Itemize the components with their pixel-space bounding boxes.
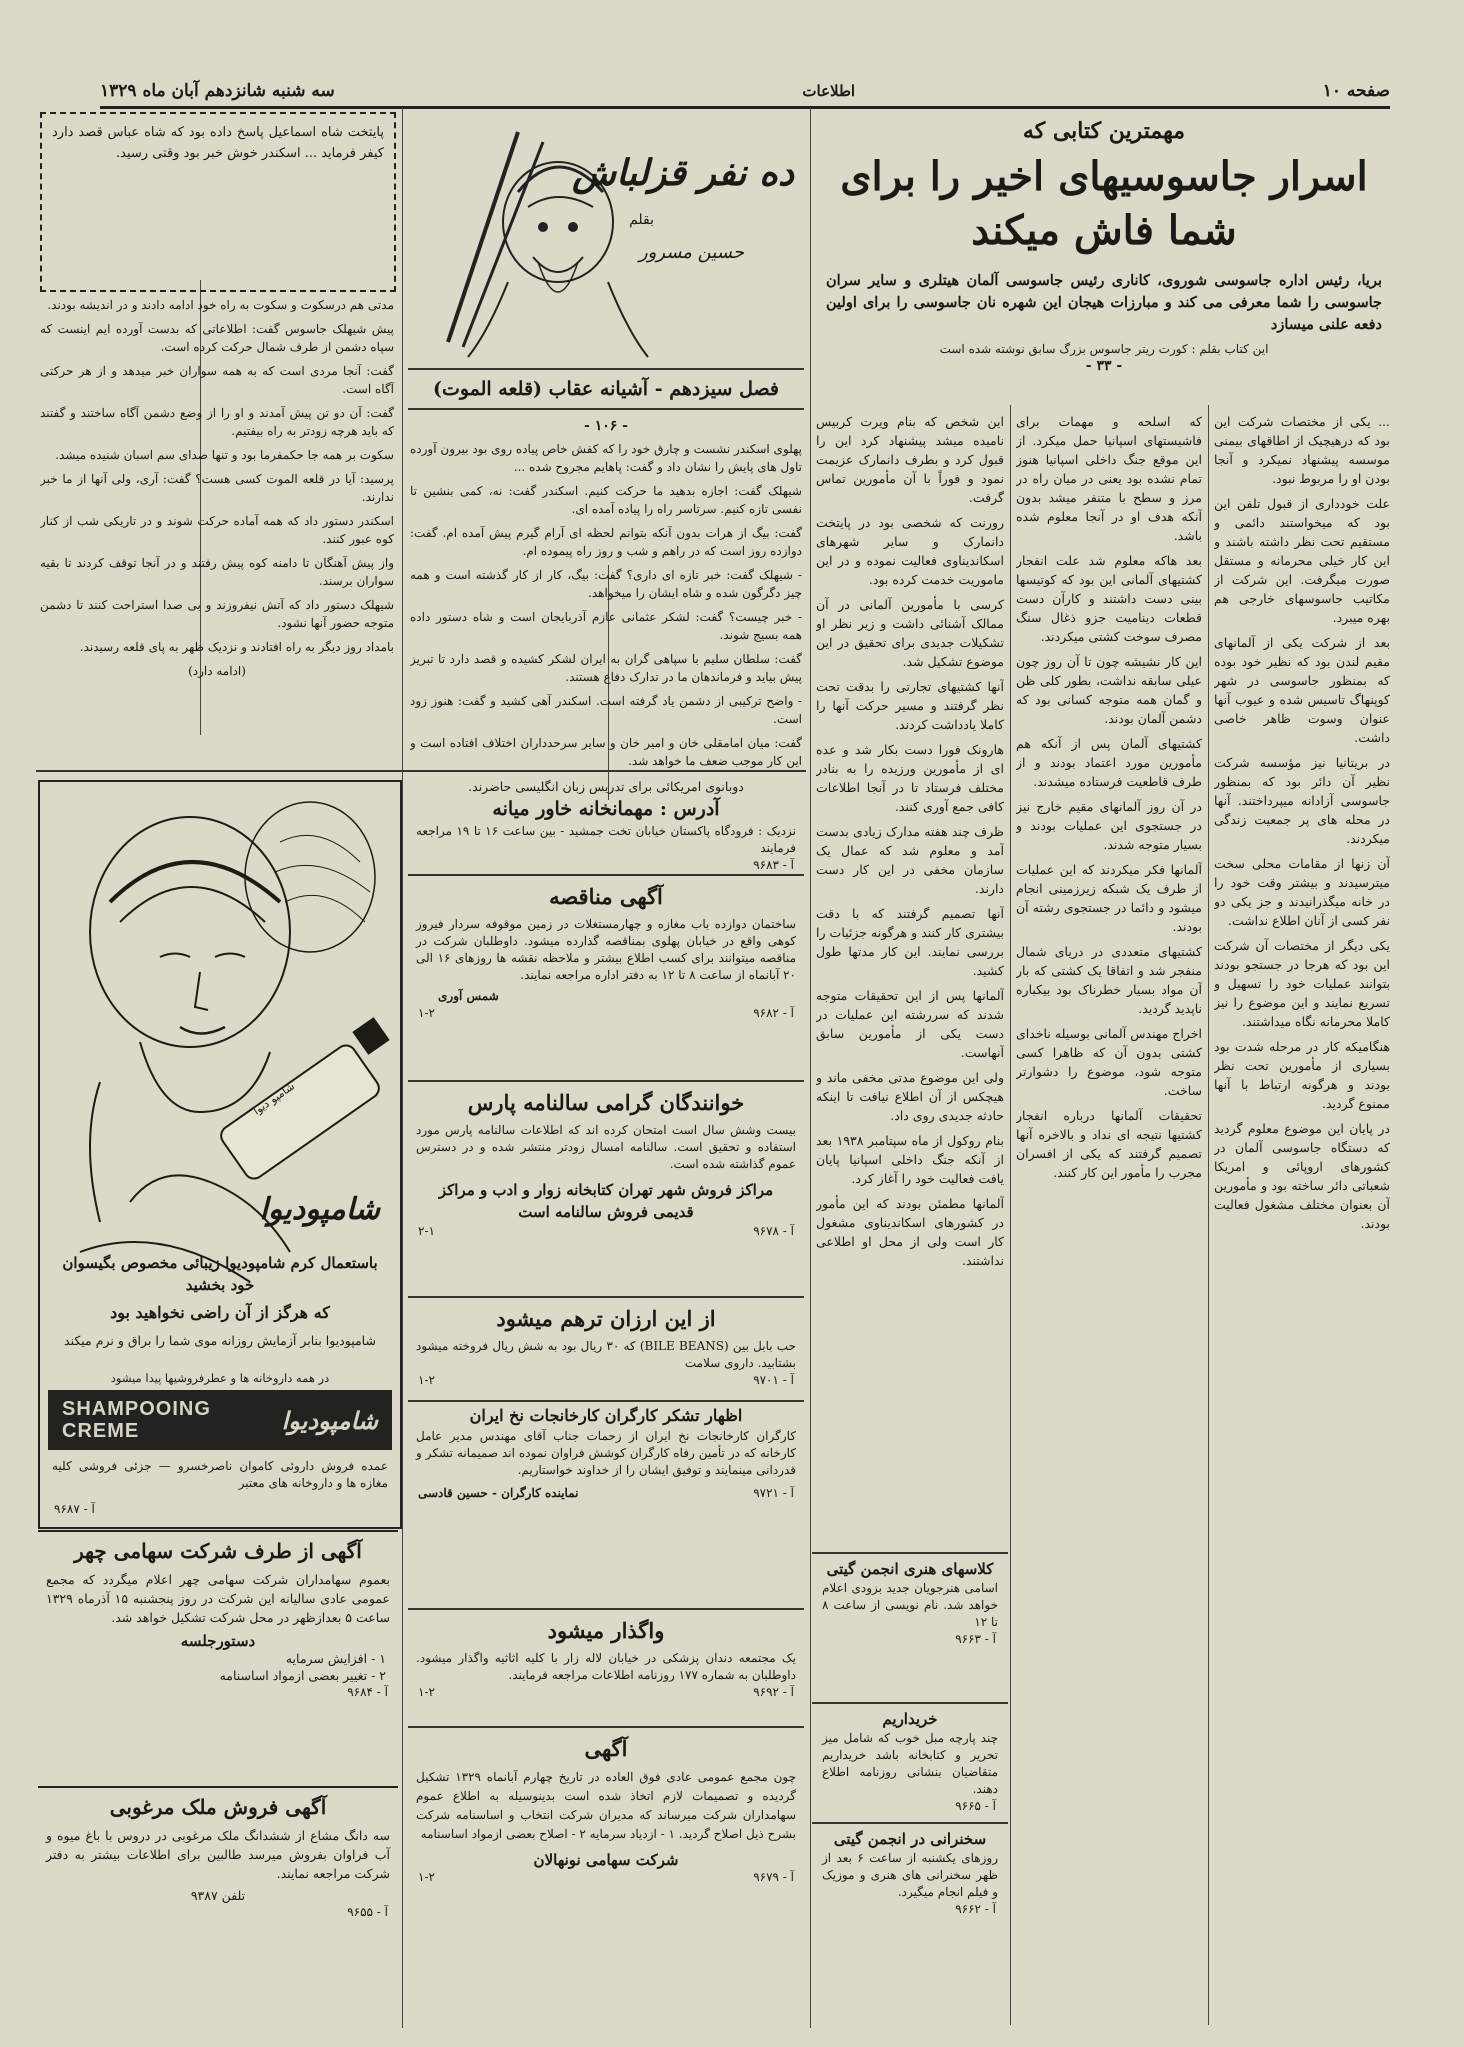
pills-ref: ۱-۲ — [418, 1373, 435, 1387]
paragraph: بعد از شرکت یکی از آلمانهای مقیم لندن بود که نظیر خود بوده که بمنظور جاسوسی در شهر کوپنهاگ تاسیس شده و عیوب آنها عنوان وسوت ظاهر خاصی داشت. — [1214, 635, 1390, 745]
workers-thanks-title: اظهار تشکر کارگران کارخانجات نخ ایران — [469, 1406, 743, 1425]
company-ad-body: بعموم سهامداران شرکت سهامی چهر اعلام میگردد که مجمع عمومی عادی سالیانه این شرکت در روز پنجشنبه ۱۵ آذرماه ۱۳۲۹ ساعت ۵ بعدازظهر در محل شرکت تشکیل خواهد شد. — [46, 1572, 391, 1625]
section-rule — [408, 1726, 804, 1728]
company-ad-title: آگهی از طرف شرکت سهامی چهر — [74, 1539, 362, 1563]
shampoo-label-latin2: CREME — [62, 1420, 140, 1442]
estate-ad-code: آ - ۹۶۵۵ — [347, 1905, 388, 1919]
shampoo-label-latin1: SHAMPOOING — [62, 1398, 211, 1420]
company-meeting-ad — [38, 1530, 398, 1782]
art-classes-code: آ - ۹۶۶۳ — [955, 1632, 996, 1646]
feature-headline-line2: شما فاش میکند — [971, 207, 1237, 254]
company-ad-code: آ - ۹۶۸۴ — [347, 1685, 388, 1699]
serial-chapter-title: فصل سیزدهم - آشیانه عقاب (قلعه الموت) — [408, 368, 804, 410]
shampoo-footer: عمده فروش داروئی کاموان ناصرخسرو — جزئی فروشی کلیه مغازه ها و داروخانه های معتبر — [52, 1459, 388, 1490]
company-notice-title: آگهی — [584, 1736, 628, 1761]
pills-title: از این ارزان ترهم میشود — [496, 1306, 716, 1331]
lecture-title: سخنرانی در انجمن گیتی — [833, 1830, 987, 1848]
company-ad-agenda-item: ۱ - افزایش سرمایه — [285, 1651, 386, 1666]
serial-body — [410, 440, 802, 770]
art-classes-text: اسامی هنرجویان جدید بزودی اعلام خواهد شد. نام نویسی از ساعت ۸ تا ۱۲ — [822, 1581, 998, 1629]
paragraph: گفت: میان امامقلی خان و امیر خان و سایر سرحدداران اختلاف افتاده است و این کار موجب ضعف ما خواهد شد. — [410, 736, 802, 768]
english-lessons-line: دوبانوی امریکائی برای تدریس زبان انگلیسی حاضرند. — [468, 779, 744, 794]
paragraph: پرسید: آیا در قلعه الموت کسی هست؟ گفت: آری، ولی آنها از ما خبر ندارند. — [40, 472, 394, 504]
shampoo-code: آ - ۹۶۸۷ — [54, 1502, 95, 1516]
dental-transfer-body: یک مجتمعه دندان پزشکی در خیابان لاله زار با کلیه اثاثیه واگذار میشود. داوطلبان به شماره ۱۷۷ روزنامه اطلاعات مراجعه فرمایند. — [416, 1651, 796, 1682]
buying-code: آ - ۹۶۶۵ — [955, 1799, 996, 1813]
paragraph: یکی دیگر از مختصات آن شرکت این بود که هرجا در جستجو بودند بتوانند عملیات خود را تسهیل و تسریع نمایند و این موضوع را نیز کاملا محرمانه نگاه میداشتند. — [1214, 938, 1390, 1029]
serial-number: - ۱۰۶ - — [584, 418, 628, 434]
buying-text: چند پارچه مبل خوب که شامل میز تحریر و کتابخانه باشد خریداریم متقاضیان بنشانی روزنامه اطلاع دهند. — [822, 1731, 998, 1796]
buying-ad — [814, 1708, 1006, 1820]
paragraph: واز پیش آهنگان تا دامنه کوه پیش رفتند و در آنجا توقف کردند تا بقیه سواران برسند. — [40, 556, 394, 588]
feature-column-3 — [816, 412, 1004, 1542]
english-lessons-address: آدرس : مهمانخانه خاور میانه — [492, 798, 720, 820]
paragraph: آلمانها پس از این تحقیقات متوجه شدند که سررشته این عملیات در دست یکی از مأمورین سابق آنهاست. — [816, 988, 1004, 1060]
company-notice-ad — [408, 1730, 804, 2024]
pills-ad — [408, 1300, 804, 1398]
paragraph: آن زنها از مقامات محلی سخت میترسیدند و بیشتر وقت خود را در خانه میگذرانیدند و جز یکی دو نفر کسی از آنان اطلاع نداشت. — [1214, 856, 1390, 928]
feature-kicker: مهمترین کتابی که — [1022, 118, 1186, 144]
tender-ad — [408, 878, 804, 1078]
almanac-ref: ۲-۱ — [418, 1224, 435, 1238]
newspaper-name: اطلاعات — [802, 82, 856, 100]
shampoo-product-label — [48, 1390, 392, 1450]
paragraph: شیهلک گفت: اجازه بدهید ما حرکت کنیم. اسکندر گفت: نه، کمی بنشین تا نفسی تازه کنیم. سرتاسر راه را پیاده آمده ای. — [410, 484, 802, 516]
column-rule — [1208, 405, 1209, 2025]
paragraph: پهلوی اسکندر نشست و چارق خود را که کفش خاص پیاده روی بود بیرون آورده تاول های پایش را نشان داد و گفت: پاهایم مجروح شده ... — [410, 442, 802, 474]
feature-byline: این کتاب بقلم : کورت ریتر جاسوس بزرگ سابق نوشته شده است — [939, 342, 1269, 356]
paragraph: آلمانها فکر میکردند که این عملیات از طرف یک شبکه زیرزمینی انجام میشود و دائما در جستجوی رشته آن بودند. — [1016, 862, 1202, 934]
section-rule — [408, 1296, 804, 1298]
serial-title: ده نفر قزلباش — [572, 152, 794, 194]
lecture-ad — [814, 1828, 1006, 1948]
paragraph: گفت: آنجا مردی است که به همه سواران خبر میدهد و از هر حرکتی آگاه است. — [40, 364, 394, 396]
feature-installment-number: - ۳۳ - — [1085, 358, 1123, 374]
tender-body: ساختمان دوازده باب مغازه و چهارمستغلات در زمین موقوفه سردار فیروز کوهی واقع در خیابان پهلوی بمناقصه گذارده میشود. داوطلبان شرکت در مناقصه میتوانند برای کسب اطلاع بیشتر و ملاحظه نقشه ها روزهای ۱۶ الی ۲۰ آبانماه از ساعت ۸ تا ۱۲ به دفتر اداره مراجعه نمایند. — [416, 917, 796, 982]
feature-column-1 — [1214, 412, 1390, 2022]
section-rule — [812, 1552, 1008, 1554]
english-lessons-ad — [408, 778, 804, 870]
lecture-text: روزهای یکشنبه از ساعت ۶ بعد از ظهر سخنرانی های هنری و موزیک و فیلم انجام میگیرد. — [822, 1851, 999, 1899]
paragraph: کشتیهای متعددی در دریای شمال منفجر شد و اتفاقا یک کشتی که بار آن مواد بسیار خطرناک بود بیکباره ناپدید گردید. — [1016, 944, 1202, 1016]
serial-sidebox-text: پایتخت شاه اسماعیل پاسخ داده بود که شاه عباس قصد دارد کیفر فرماید ... اسکندر خوش خبر بود وقتی رسید. — [52, 125, 384, 161]
workers-thanks-ad — [408, 1404, 804, 1604]
estate-ad-body: سه دانگ مشاع از ششدانگ ملک مرغوبی در دروس با باغ میوه و آب فراوان بفروش میرسد طالبین برای اطلاعات بیشتر به دفتر شرکت مراجعه نمایند. — [46, 1828, 390, 1881]
paragraph: تحقیقات آلمانها درباره انفجار کشتیها نتیجه ای نداد و بالاخره آنها تصمیم گرفتند که یکی از افسران مجرب را مأمور این کار کنند. — [1016, 1108, 1202, 1180]
company-notice-ref: ۱-۲ — [418, 1870, 435, 1884]
paragraph: در آن روز آلمانهای مقیم خارج نیز در جستجوی این عملیات بودند و بسیار متوجه شدند. — [1016, 799, 1202, 852]
paragraph: که اسلحه و مهمات برای فاشیستهای اسپانیا حمل میکرد. از این موقع جنگ داخلی اسپانیا هنوز تمام نشده بود یعنی در میان راه در مرز و سطح با متنفر میشد بدون آنکه هدف او در آنجا معلوم شده باشد. — [1016, 414, 1202, 543]
feature-column-2 — [1016, 412, 1202, 2022]
tender-code: آ - ۹۶۸۲ — [753, 1006, 794, 1020]
paragraph: مدتی هم درسکوت و سکوت به راه خود ادامه دادند و در اندیشه بودند. — [47, 298, 394, 312]
paragraph: شیهلک دستور داد که آتش نیفروزند و بی صدا استراحت کنند تا دشمن متوجه حضور آنها نشود. — [40, 598, 394, 630]
section-rule — [812, 1822, 1008, 1824]
page-number: صفحه ۱۰ — [1322, 81, 1390, 101]
column-rule — [1010, 405, 1011, 2025]
pills-body: حب بابل بین (BILE BEANS) که ۳۰ ریال بود به شش ریال فروخته میشود بشتابید. داروی سلامت — [416, 1339, 796, 1370]
paragraph: اخراج مهندس آلمانی بوسیله ناخدای کشتی بدون آن که ظاهرا کسی متوجه شود، موضوع را دشوارتر ساخت. — [1016, 1026, 1202, 1098]
shampoo-line1: باستعمال کرم شامپودیوا زیبائی مخصوص بگیسوان خود بخشید — [62, 1254, 378, 1294]
paragraph: گفت: بیگ از هرات بدون آنکه بتوانم لحظه ای آرام گیرم پیش آمده ام. گفت: دوازده روز است که در راهم و شب و روز راه پیموده ام. — [410, 526, 802, 558]
section-rule — [812, 1702, 1008, 1704]
paragraph: این شخص که بنام ویرت کربیس نامیده میشد پیشنهاد کرد این را قبول کرد و بطرف دانمارک عزیمت نمود و فوراً با آن مأمورین تماس گرفت. — [816, 414, 1004, 505]
company-ad-agenda-title: دستورجلسه — [180, 1632, 256, 1650]
paragraph: بنام روکول از ماه سپتامبر ۱۹۳۸ بعد از آنکه جنگ داخلی اسپانیا پایان یافت فعالیت خود را آغاز کرد. — [816, 1133, 1004, 1186]
pills-code: آ - ۹۷۰۱ — [753, 1373, 794, 1387]
shampoo-line4: در همه داروخانه ها و عطرفروشیها پیدا میشود — [110, 1371, 330, 1385]
column-rule — [402, 108, 403, 2028]
column-rule — [810, 108, 811, 2028]
section-rule — [408, 874, 804, 876]
workers-thanks-sign: نماینده کارگران - حسین قادسی — [418, 1486, 579, 1500]
tender-title: آگهی مناقصه — [549, 884, 663, 909]
warrior-illustration — [408, 112, 804, 362]
dental-transfer-ad — [408, 1612, 804, 1722]
section-rule — [408, 1080, 804, 1082]
paragraph: آنها تصمیم گرفتند که با دقت بیشتری کار کنند و هرگونه جزئیات را بررسی نمایند. این کار مدتها طول کشید. — [816, 906, 1004, 978]
paragraph: هارونک فورا دست بکار شد و عده ای از مأمورین ورزیده را به بنادر مختلف فرستاد تا در آنجا اطلاعات کافی جمع آوری کنند. — [816, 742, 1004, 814]
paragraph: بعد هاکه معلوم شد علت انفجار کشتیهای آلمانی این بود که کوتیسها بینی دست داشتند و کارآن دست قطعات دینامیت جزو ذغال سنگ مصرف سوخت کشتی میکردند. — [1016, 553, 1202, 644]
paragraph: در پایان این موضوع معلوم گردید که دستگاه جاسوسی آلمان در کشورهای اروپائی و امریکا شعباتی دائر ساخته بود و مأمورین آن بعنوان مختلف مشغول فعالیت بودند. — [1214, 1121, 1390, 1231]
almanac-title: خوانندگان گرامی سالنامه پارس — [467, 1090, 745, 1115]
paragraph: سکوت بر همه جا حکمفرما بود و تنها صدای سم اسبان شنیده میشد. — [55, 448, 394, 462]
almanac-bold: مراکز فروش شهر تهران کتابخانه زوار و ادب و مراکز قدیمی فروش سالنامه است — [438, 1181, 774, 1221]
dental-transfer-ref: ۱-۲ — [418, 1685, 435, 1699]
shampoo-tube-icon — [217, 1017, 389, 1182]
paragraph: - شیهلک گفت: خبر تازه ای داری؟ گفت: بیگ، کار از کار گذشته است و همه چیز دگرگون شده و شاه ایشان را میخواهد. — [410, 568, 802, 600]
paragraph: ظرف چند هفته مدارک زیادی بدست آمد و معلوم شد که عمال یک سازمان مخفی در این کار دست دارند. — [816, 824, 1004, 896]
lecture-code: آ - ۹۶۶۲ — [955, 1902, 996, 1916]
almanac-body: بیست وشش سال است امتحان کرده اند که اطلاعات سالنامه پارس مورد استفاده و تحقیق است. سالنامه امسال زودتر منتشر شده و در دسترس عموم گذاشته شده است. — [416, 1123, 796, 1171]
paragraph: اسکندر دستور داد که همه آماده حرکت شوند و در تاریکی شب از کنار کوه عبور کنند. — [40, 514, 394, 546]
paragraph: بامداد روز دیگر به راه افتادند و نزدیک ظهر به پای قلعه رسیدند. — [79, 640, 394, 654]
estate-ad-phone: تلفن ۹۳۸۷ — [190, 1888, 246, 1903]
issue-date: سه شنبه شانزدهم آبان ماه ۱۳۲۹ — [100, 81, 335, 101]
paragraph: پیش شیهلک جاسوس گفت: اطلاعاتی که بدست آورده ایم اینست که سپاه دشمن از طرف شمال حرکت کرده است. — [40, 322, 394, 354]
tender-sign: شمس آوری — [438, 989, 499, 1003]
paragraph: گفت: سلطان سلیم با سپاهی گران به ایران لشکر کشیده و قصد دارد تا تبریز پیش بیاید و فرماندهان ما در تدارک دفاع هستند. — [410, 652, 802, 684]
workers-thanks-body: کارگران کارخانجات نخ ایران از زحمات جناب آقای مهندس مدیر عامل کارخانه که در تأمین رفاه کارگران کوشش فراوان نموده اند صمیمانه تشکر و قدردانی مینمایند و توفیق ایشان را از خداوند خواستاریم. — [416, 1429, 796, 1477]
feature-headline-block — [818, 112, 1390, 412]
paragraph: ولی این موضوع مدتی مخفی ماند و هیچکس از آن اطلاع نیافت تا اینکه حادثه جدیدی روی داد. — [816, 1070, 1004, 1123]
company-notice-body: چون مجمع عمومی عادی فوق العاده در تاریخ چهارم آبانماه ۱۳۲۹ تشکیل گردیده و تصمیمات لازم اتخاذ شده است بدینوسیله به اطلاع عموم سهامداران شرکت میرساند که مدیران شرکت انتخاب و اساسنامه شرکت بشرح ذیل اصلاح گردید. ۱ - ازدیاد سرمایه ۲ - اصلاح بعضی ازمواد اساسنامه — [416, 1770, 797, 1841]
shampoo-ad — [38, 780, 402, 1529]
paragraph: کرسی با مأمورین آلمانی در آن ممالک آشنائی داشت و زیر نظر او تشکیلات جدیدی برای تحقیق در این موضوع تشکیل شد. — [816, 597, 1004, 669]
english-lessons-code: آ - ۹۶۸۳ — [753, 858, 794, 870]
paragraph: گفت: آن دو تن پیش آمدند و او را از وضع دشمن آگاه ساختند و گفتند که باید هرچه زودتر به راه بیفتیم. — [40, 406, 394, 438]
art-classes-title: کلاسهای هنری انجمن گیتی — [826, 1560, 994, 1578]
paragraph: کشتیهای آلمان پس از آنکه هم مأمورین مورد اعتماد بودند و از طرف قاطعیت فرستاده میشدند. — [1016, 736, 1202, 789]
serial-author-prefix: بقلم — [629, 212, 654, 228]
shampoo-line2: که هرگز از آن راضی نخواهید بود — [110, 1303, 330, 1322]
almanac-code: آ - ۹۶۷۸ — [753, 1224, 794, 1238]
buying-title: خریداریم — [882, 1710, 938, 1728]
paragraph: ... یکی از مختصات شرکت این بود که درهیچیک از اطاقهای بیمنی موسسه پیشنهاد نمیکرد و آنجا بودن او را مربوط نبود. — [1214, 414, 1390, 486]
paragraph: آنها کشتیهای تجارتی را بدقت تحت نظر گرفتند و مسیر حرکت آنها را کاملا یادداشت کردند. — [816, 679, 1004, 732]
english-lessons-detail: نزدیک : فرودگاه پاکستان خیابان تخت جمشید - بین ساعت ۱۶ تا ۱۹ مراجعه فرمایند — [416, 824, 797, 855]
shampoo-line3: شامپودیوا بنابر آزمایش روزانه موی شما را براق و نرم میکند — [64, 1333, 376, 1348]
company-notice-sign: شرکت سهامی نونهالان — [533, 1851, 679, 1869]
shampoo-brand: شامپودیوا — [259, 1192, 380, 1227]
paragraph: - خبر چیست؟ گفت: لشکر عثمانی عازم آذربایجان است و شاه دستور داده همه بسیج شوند. — [410, 610, 802, 642]
almanac-ad — [408, 1084, 804, 1292]
paragraph: این کار نشیشه چون تا آن روز چون عیلی سابقه نداشت، بطور کلی ظن و گمان همه متوجه کسانی بود که دشمن آلمان بودند. — [1016, 654, 1202, 726]
paragraph: آلمانها مطمئن بودند که این مأمور در کشورهای اسکاندیناوی مشغول کار است ولی از محل او اطلاعی نداشتند. — [816, 1196, 1004, 1268]
shampoo-tube-text: شامپو دیوا — [250, 1079, 298, 1118]
serial-author: حسین مسرور — [638, 242, 744, 263]
art-classes-ad — [814, 1558, 1006, 1698]
estate-sale-ad — [38, 1786, 398, 2024]
serial-left-column — [40, 296, 394, 764]
paragraph: هنگامیکه کار در مرحله شدت بود بسیاری از مأمورین تحت نظر بودند و هرگونه ارتباط با آنها ممنوع گردید. — [1214, 1039, 1390, 1111]
company-ad-agenda-item: ۲ - تغییر بعضی ازمواد اساسنامه — [219, 1668, 386, 1683]
feature-headline-line1: اسرار جاسوسیهای اخیر را برای — [840, 153, 1368, 200]
tender-ref: ۱-۲ — [418, 1006, 435, 1020]
serial-end-note: (ادامه دارد) — [188, 664, 246, 678]
paragraph: - واضح ترکیبی از دشمن یاد گرفته است. اسکندر آهی کشید و گفت: هنوز زود است. — [410, 694, 802, 726]
dental-transfer-code: آ - ۹۶۹۲ — [753, 1685, 794, 1699]
section-rule — [36, 770, 806, 772]
workers-thanks-code: آ - ۹۷۲۱ — [753, 1486, 794, 1500]
serial-masthead — [408, 112, 804, 362]
paragraph: در بریتانیا نیز مؤسسه شرکت نظیر آن دائر بود که بمنظور جاسوسی آزادانه میپرداختند. آنها در محله های پر جمعیت زندگی میکردند. — [1214, 755, 1390, 846]
paragraph: رورنت که شخصی بود در پایتخت دانمارک و سایر شهرهای اسکاندیناوی فعالیت نموده و در این ماموریت خدمت کرده بود. — [816, 515, 1004, 587]
paragraph: علت خودداری از قبول تلفن این بود که میخواستند دائمی و مستقیم تحت نظر داشته باشند و این کار خیلی محرمانه و مستقل صورت میگرفت. این شرکت از مکاتیب جاسوسهای خارجی هم بهره میبرد. — [1214, 496, 1390, 625]
shampoo-label-brand: شامپودیوا — [281, 1405, 378, 1435]
section-rule — [408, 1608, 804, 1610]
feature-subhead: بریا، رئیس اداره جاسوسی شوروی، کاناری رئیس جاسوسی آلمان هیتلری و سایر سران جاسوسی را شما معرفی می کند و مبارزات هیجان این شهره نان جاسوسی را برای اولین دفعه علنی میسازد — [826, 272, 1382, 333]
estate-ad-title: آگهی فروش ملک مرغوبی — [109, 1795, 327, 1819]
page-header — [100, 76, 1390, 109]
dental-transfer-title: واگذار میشود — [547, 1618, 665, 1643]
section-rule — [408, 1400, 804, 1402]
serial-sidebox — [40, 112, 396, 292]
company-notice-code: آ - ۹۶۷۹ — [753, 1870, 794, 1884]
